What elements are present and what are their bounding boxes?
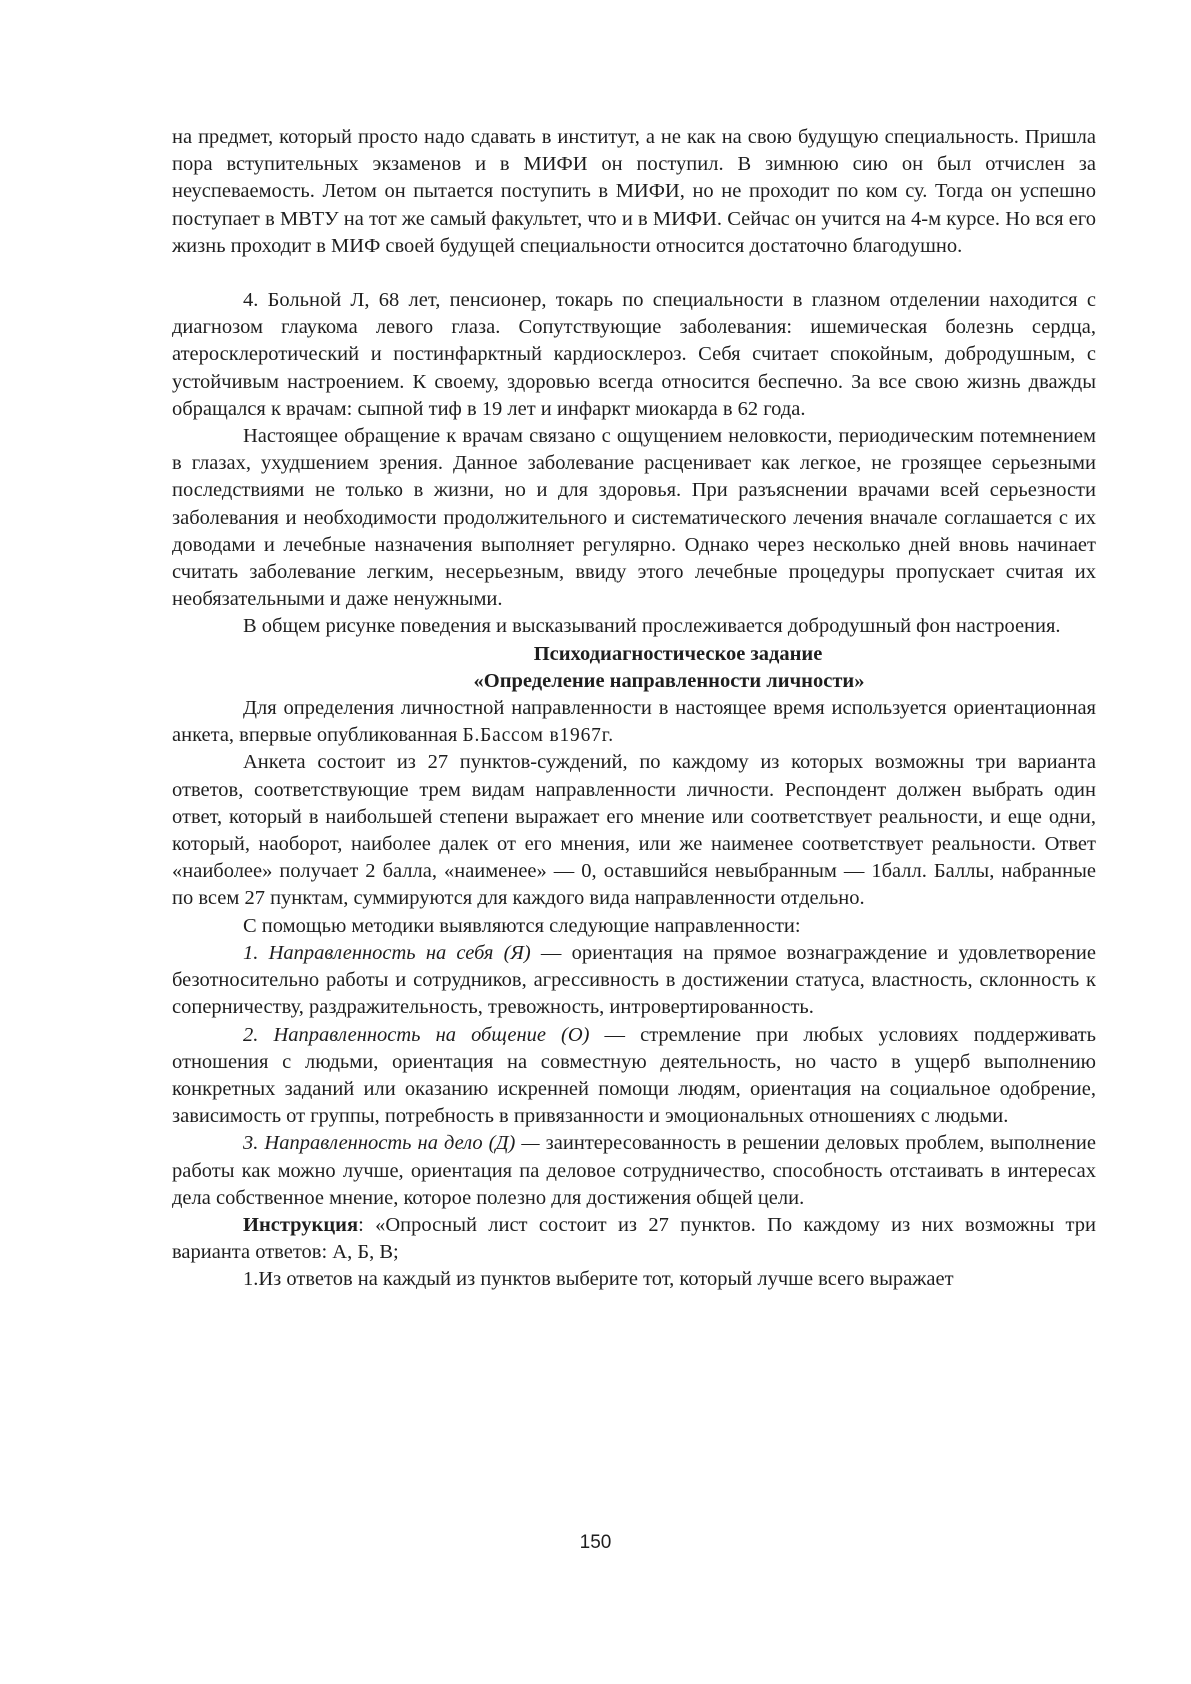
method-author: Б.Бассом в1967г. [462,725,614,747]
instruction-label: Инструкция [243,1213,359,1236]
paragraph-instruction-step-1: 1.Из ответов на каждый из пунктов выберите тот, который лучше всего выражает [243,1268,954,1291]
paragraph-case-3-end: на предмет, который просто надо сдавать в институт, а не как на свою будущую специальность. Пришла пора вступительных экзаменов и в МИФИ он поступил. В зимнюю сию он был отчислен за неуспеваемость. Летом он пытается поступить в МИФИ, но не проходит по ком су. Тогда он успешно поступает в МВТУ на тот же самый факультет, что и в МИФИ. Сейчас он учится на 4-м курсе. Но вся его жизнь проходит в МИФ своей будущей специальности относится достаточно благодушно. [172,126,1096,257]
paragraph-case-4: 4. Больной Л, 68 лет, пенсионер, токарь по специальности в глазном отделении находится с диагнозом глаукома левого глаза. Сопутствующие заболевания: ишемическая болезнь сердца, атеросклеротический и постинфарктный кардиосклероз. Себя считает спокойным, добродушным, с устойчивым настроением. К своему, здоровью всегда относится беспечно. За все свою жизнь дважды обращался к врачам: сыпной тиф в 19 лет и инфаркт миокарда в 62 года. [172,289,1096,420]
orientation-self-description: — ориентация на прямое вознаграждение и удовлетворение безотносительно работы и сотрудников, агрессивность в достижении статуса, властность, склонность к соперничеству, раздражительность, тревожность, интровертированность. [172,941,1096,1019]
orientation-task-term: 3. Направленность на дело (Д) — [243,1132,540,1155]
paragraph-instruction [172,1212,1096,1266]
paragraph-case-4-mood: В общем рисунке поведения и высказываний прослеживается добродушный фон настроения. [243,615,1061,638]
paragraph-orientations-intro: С помощью методики выявляются следующие направленности: [243,914,801,937]
document-page [172,124,1096,1294]
paragraph-orientation-self [172,940,1096,1022]
orientation-communication-term: 2. Направленность на общение (О) [243,1023,590,1046]
page-number: 150 [579,1532,612,1553]
orientation-communication-description: — стремление при любых условиях поддерживать отношения с людьми, ориентация на совместную деятельность, но часто в ущерб выполнению конкретных заданий или оказанию искренней помощи людям, ориентация на социальное одобрение, зависимость от группы, потребность в привязанности и эмоциональных отношениях с людьми. [172,1023,1096,1128]
paragraph-gap [172,260,1096,287]
method-intro-text: Для определения личностной направленности в настоящее время используется ориентационная анкета, впервые опубликованная [172,697,1096,747]
section-heading-title: Психодиагностическое задание [533,642,823,665]
paragraph-questionnaire-description: Анкета состоит из 27 пунктов-суждений, по каждому из которых возможны три варианта ответов, соответствующие трем видам направленности личности. Респондент должен выбрать один ответ, который в наибольшей степени выражает его мнение или соответствует реальности, и еще одни, который, наоборот, наиболее далек от его мнения, или же наименее соответствует реальности. Ответ «наиболее» получает 2 балла, «наименее» — 0, оставшийся невыбранным — 1балл. Баллы, набранные по всем 27 пунктам, суммируются для каждого вида направленности отдельно. [172,751,1096,910]
paragraph-case-4-treatment: Настоящее обращение к врачам связано с ощущением неловкости, периодическим потемнением в глазах, ухудшением зрения. Данное заболевание расценивает как легкое, не грозящее серьезными последствиями не только в жизни, но и для здоровья. При разъяснении врачами всей серьезности заболевания и необходимости продолжительного и систематического лечения вначале соглашается с их доводами и лечебные назначения выполняет регулярно. Однако через несколько дней вновь начинает считать заболевание легким, несерьезным, ввиду этого лечебные процедуры пропускает считая их необязательными и даже ненужными. [172,425,1096,611]
paragraph-orientation-task [172,1130,1096,1212]
orientation-self-term: 1. Направленность на себя (Я) [243,941,531,964]
orientation-task-description: заинтересованность в решении деловых проблем, выполнение работы как можно лучше, ориентация па деловое сотрудничество, способность отстаивать в интересах дела собственное мнение, которое полезно для достижения общей цели. [172,1132,1096,1209]
section-heading-subtitle: «Определение направленности личности» [473,669,865,692]
paragraph-method-intro [172,695,1096,749]
instruction-text: : «Опросный лист состоит из 27 пунктов. По каждому из них возможны три варианта ответов: А, Б, В; [172,1213,1096,1264]
paragraph-orientation-communication [172,1022,1096,1131]
